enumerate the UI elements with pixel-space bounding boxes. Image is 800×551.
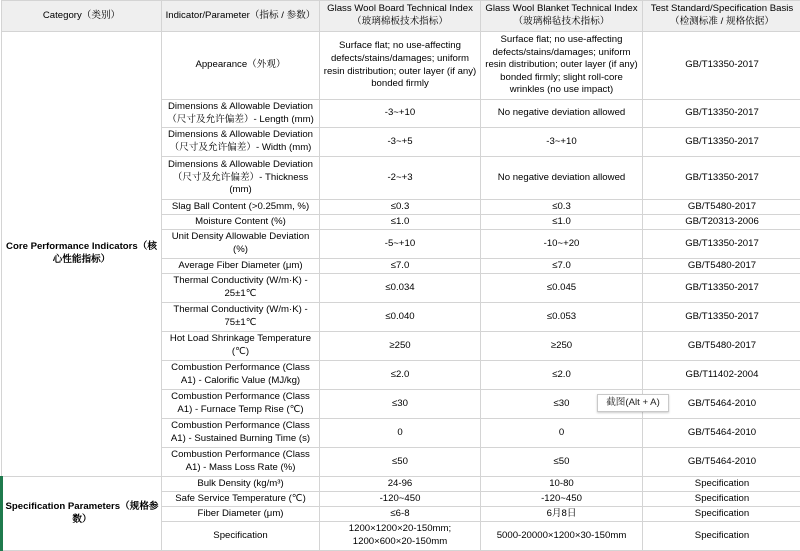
indicator-cell: Moisture Content (%) [162,215,320,230]
table-row [2,32,800,100]
standard-cell: Specification [643,522,800,551]
header-standard: Test Standard/Specification Basis（检测标准 / 规格依据） [643,1,800,32]
blanket-cell: 5000-20000×1200×30-150mm [481,522,643,551]
blanket-cell: Surface flat; no use-affecting defects/stains/damages; uniform resin distribution; outer layer (if any) bonded firmly; slight roll-core wrinkles (no use impact) [481,32,643,100]
standard-cell: GB/T5480-2017 [643,259,800,274]
header-row [2,1,800,32]
standard-cell: GB/T5464-2010 [643,419,800,448]
indicator-cell: Combustion Performance (Class A1) - Calorific Value (MJ/kg) [162,361,320,390]
indicator-cell: Fiber Diameter (μm) [162,507,320,522]
screenshot-tooltip: 截图(Alt + A) [597,394,669,412]
board-cell: ≤6-8 [320,507,481,522]
blanket-cell: 10-80 [481,477,643,492]
blanket-cell: -10~+20 [481,230,643,259]
indicator-cell: Dimensions & Allowable Deviation（尺寸及允许偏差）- Length (mm) [162,100,320,128]
board-cell: ≤0.040 [320,303,481,332]
indicator-cell: Thermal Conductivity (W/m·K) - 25±1℃ [162,274,320,303]
blanket-cell: No negative deviation allowed [481,100,643,128]
board-cell: ≤7.0 [320,259,481,274]
board-cell: ≤0.3 [320,200,481,215]
standard-cell: GB/T13350-2017 [643,157,800,200]
blanket-cell: ≤0.053 [481,303,643,332]
board-cell: ≤50 [320,448,481,477]
indicator-cell: Combustion Performance (Class A1) - Furnace Temp Rise (℃) [162,390,320,419]
standard-cell: GB/T13350-2017 [643,128,800,157]
header-blanket: Glass Wool Blanket Technical Index（玻璃棉毡技术指标） [481,1,643,32]
header-category: Category（类别） [2,1,162,32]
blanket-cell: No negative deviation allowed [481,157,643,200]
standard-cell: GB/T20313-2006 [643,215,800,230]
indicator-cell: Thermal Conductivity (W/m·K) - 75±1℃ [162,303,320,332]
indicator-cell: Combustion Performance (Class A1) - Mass Loss Rate (%) [162,448,320,477]
standard-cell: GB/T5464-2010 [643,390,800,419]
board-cell: ≤2.0 [320,361,481,390]
header-board: Glass Wool Board Technical Index（玻璃棉板技术指标） [320,1,481,32]
board-cell: ≤0.034 [320,274,481,303]
indicator-cell: Hot Load Shrinkage Temperature (℃) [162,332,320,361]
standard-cell: GB/T11402-2004 [643,361,800,390]
blanket-cell: 6月8日 [481,507,643,522]
board-cell: Surface flat; no use-affecting defects/stains/damages; uniform resin distribution; outer layer (if any) bonded firmly [320,32,481,100]
blanket-cell: ≤1.0 [481,215,643,230]
board-cell: ≥250 [320,332,481,361]
blanket-cell: ≤7.0 [481,259,643,274]
header-indicator: Indicator/Parameter（指标 / 参数） [162,1,320,32]
board-cell: 0 [320,419,481,448]
board-cell: ≤30 [320,390,481,419]
blanket-cell: ≤0.3 [481,200,643,215]
standard-cell: GB/T13350-2017 [643,230,800,259]
standard-cell: Specification [643,492,800,507]
standard-cell: GB/T13350-2017 [643,274,800,303]
standard-cell: GB/T13350-2017 [643,32,800,100]
standard-cell: Specification [643,507,800,522]
blanket-cell: ≤30 [481,390,643,419]
indicator-cell: Dimensions & Allowable Deviation（尺寸及允许偏差）- Width (mm) [162,128,320,157]
standard-cell: GB/T13350-2017 [643,100,800,128]
indicator-cell: Specification [162,522,320,551]
board-cell: -3~+10 [320,100,481,128]
indicator-cell: Appearance（外观） [162,32,320,100]
standard-cell: GB/T5480-2017 [643,200,800,215]
indicator-cell: Unit Density Allowable Deviation (%) [162,230,320,259]
blanket-cell: ≥250 [481,332,643,361]
indicator-cell: Slag Ball Content (>0.25mm, %) [162,200,320,215]
board-cell: 24-96 [320,477,481,492]
blanket-cell: ≤50 [481,448,643,477]
blanket-cell: ≤2.0 [481,361,643,390]
indicator-cell: Combustion Performance (Class A1) - Sustained Burning Time (s) [162,419,320,448]
indicator-cell: Average Fiber Diameter (μm) [162,259,320,274]
category-core: Core Performance Indicators（核心性能指标） [2,32,162,477]
board-cell: -3~+5 [320,128,481,157]
table-row [2,477,800,492]
standard-cell: Specification [643,477,800,492]
standard-cell: GB/T5480-2017 [643,332,800,361]
standard-cell: GB/T13350-2017 [643,303,800,332]
standard-cell: GB/T5464-2010 [643,448,800,477]
board-cell: ≤1.0 [320,215,481,230]
blanket-cell: ≤0.045 [481,274,643,303]
indicator-cell: Bulk Density (kg/m³) [162,477,320,492]
category-spec: Specification Parameters（规格参数） [2,477,162,551]
board-cell: -5~+10 [320,230,481,259]
blanket-cell: -3~+10 [481,128,643,157]
indicator-cell: Safe Service Temperature (℃) [162,492,320,507]
board-cell: 1200×1200×20-150mm; 1200×600×20-150mm [320,522,481,551]
board-cell: -2~+3 [320,157,481,200]
blanket-cell: -120~450 [481,492,643,507]
indicator-cell: Dimensions & Allowable Deviation（尺寸及允许偏差）- Thickness (mm) [162,157,320,200]
board-cell: -120~450 [320,492,481,507]
blanket-cell: 0 [481,419,643,448]
